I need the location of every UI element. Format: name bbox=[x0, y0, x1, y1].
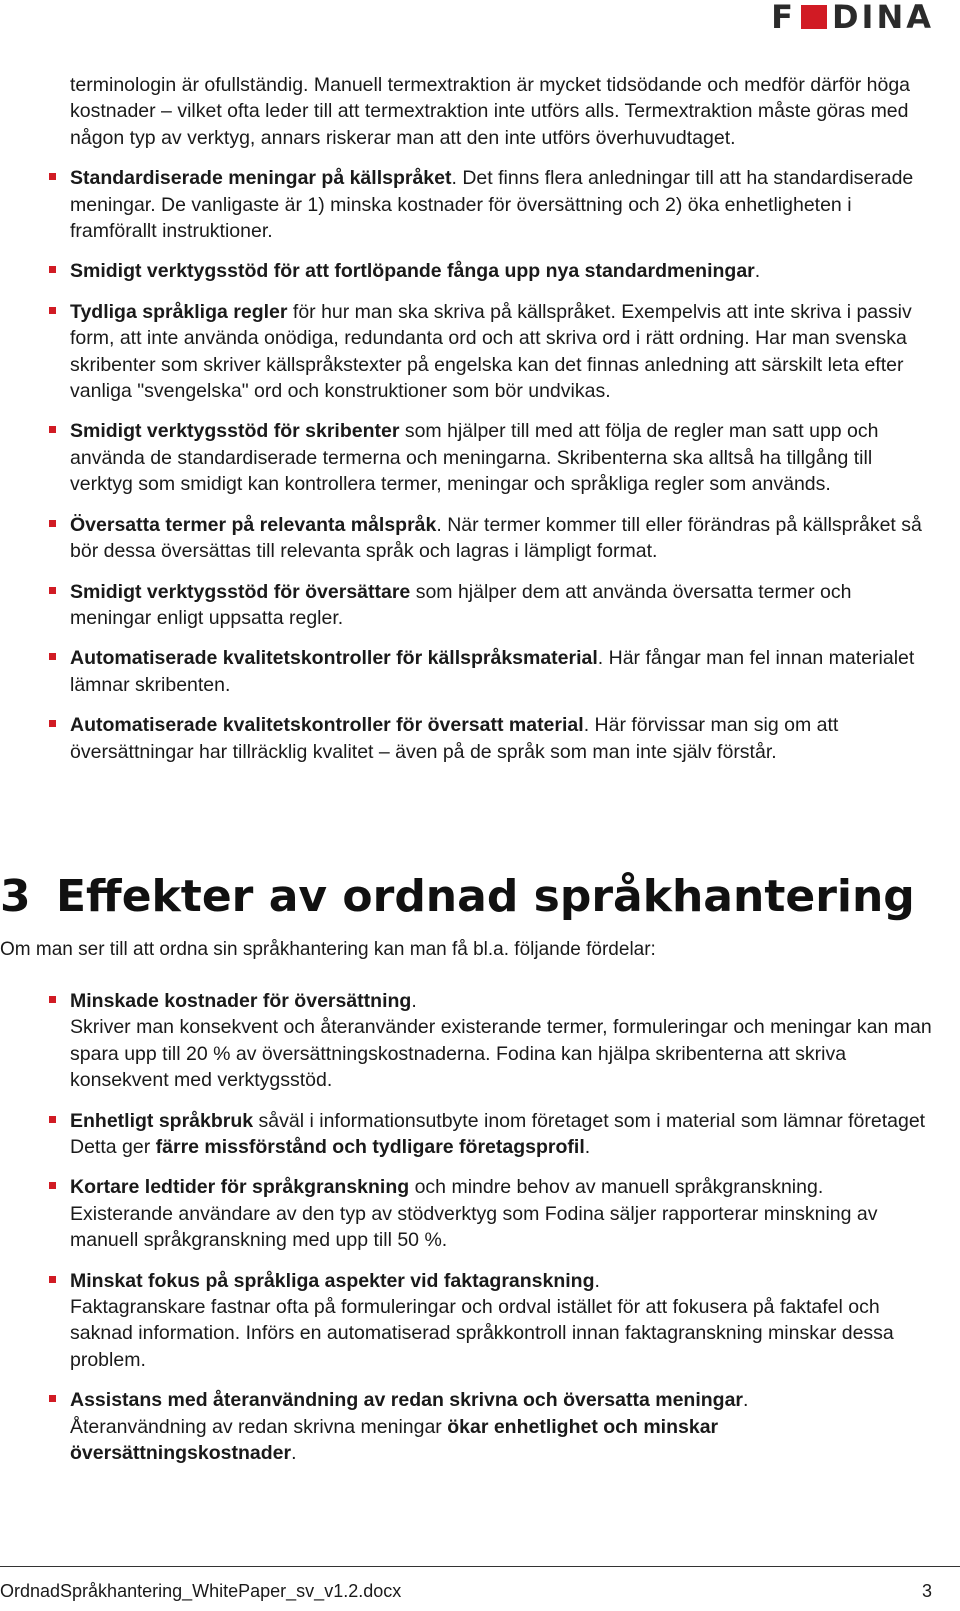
fodina-logo bbox=[771, 0, 934, 34]
requirements-list bbox=[70, 165, 938, 765]
logo-red-square bbox=[801, 5, 827, 29]
section-number: 3 bbox=[0, 871, 31, 922]
list-item bbox=[70, 1387, 938, 1466]
item-title: Minskat fokus på språkliga aspekter vid faktagranskning bbox=[70, 1269, 595, 1292]
item-title: Översatta termer på relevanta målspråk bbox=[70, 513, 437, 536]
list-item bbox=[70, 165, 938, 244]
list-item bbox=[70, 988, 938, 1094]
item-detail: Faktagranskare fastnar ofta på formuleringar och ordval istället för att fokusera på faktafel och saknad information. Införs en automatiserad språkkontroll innan faktagranskning minskar dessa problem. bbox=[70, 1296, 894, 1371]
body-content bbox=[70, 72, 938, 765]
list-item bbox=[70, 512, 938, 565]
item-title: Enhetligt språkbruk bbox=[70, 1109, 254, 1132]
item-title: Automatiserade kvalitetskontroller för källspråksmaterial bbox=[70, 647, 598, 670]
item-text: . bbox=[754, 260, 761, 283]
item-detail: Detta ger bbox=[70, 1136, 156, 1159]
item-detail: Existerande användare av den typ av stödverktyg som Fodina säljer rapporterar minskning av manuell språkgranskning med upp till 50 %. bbox=[70, 1202, 878, 1252]
section-title: Effekter av ordnad språkhantering bbox=[56, 871, 915, 922]
page-number: 3 bbox=[921, 1581, 932, 1601]
item-title: Automatiserade kvalitetskontroller för översatt material bbox=[70, 714, 584, 737]
item-title: Minskade kostnader för översättning bbox=[70, 990, 412, 1012]
item-title: Standardiserade meningar på källspråket bbox=[70, 167, 452, 190]
list-item bbox=[70, 418, 938, 497]
section-heading bbox=[0, 868, 915, 926]
item-detail-end: . bbox=[291, 1442, 297, 1465]
list-item bbox=[70, 712, 938, 765]
item-text: . bbox=[743, 1389, 749, 1412]
item-detail-end: . bbox=[584, 1136, 591, 1159]
item-text: . Här fångar man fel innan materialet lämnar skribenten. bbox=[70, 647, 915, 696]
item-detail-bold: färre missförstånd och tydligare företagsprofil bbox=[155, 1136, 585, 1159]
item-text: . När termer kommer till eller förändras på källspråket så bör dessa översättas till relevanta språk och lagras i lämpligt format. bbox=[70, 513, 922, 563]
logo-text-right: DINA bbox=[831, 0, 934, 36]
list-item bbox=[70, 1108, 938, 1161]
item-detail-bold: ökar enhetlighet och minskar översättningskostnader bbox=[70, 1415, 719, 1465]
item-text: som hjälper till med att följa de regler man satt upp och använda de standardiserade termerna och meningarna. Skribenterna ska alltså ha tillgång till verktyg som smidigt kan kontrollera termer, meningar och språkliga regler som används. bbox=[70, 420, 879, 496]
item-title: Smidigt verktygsstöd för skribenter bbox=[70, 420, 400, 443]
item-title: Smidigt verktygsstöd för att fortlöpande fånga upp nya standardmeningar bbox=[70, 260, 755, 283]
item-text: och mindre behov av manuell språkgranskning. bbox=[409, 1176, 824, 1199]
item-title: Kortare ledtider för språkgranskning bbox=[70, 1176, 410, 1199]
section-intro: Om man ser till att ordna sin språkhantering kan man få bl.a. följande fördelar: bbox=[0, 939, 656, 960]
item-text: såväl i informationsutbyte inom företaget som i material som lämnar företaget bbox=[253, 1109, 926, 1132]
item-text: . bbox=[411, 990, 417, 1012]
item-text: . Här förvissar man sig om att översättningar har tillräcklig kvalitet – även på de språk som man inte själv förstår. bbox=[70, 714, 839, 763]
item-text: för hur man ska skriva på källspråket. Exempelvis att inte skriva i passiv form, att inte använda onödiga, redundanta ord och att skriva ord i rätt ordning. Har man svenska skribenter som skriver källspråkstexter på engelska kan det finnas anledning att särskilt leta efter vanliga "svengelska" ord och konstruktioner som bör undvikas. bbox=[70, 300, 912, 403]
list-item bbox=[70, 258, 938, 284]
list-item bbox=[70, 1174, 938, 1253]
item-text: som hjälper dem att använda översatta termer och meningar enligt uppsatta regler. bbox=[70, 580, 852, 629]
item-detail: Skriver man konsekvent och återanvänder existerande termer, formuleringar och meningar kan man spara upp till 20 % av översättningskostnaderna. Fodina kan hjälpa skribenterna att skriva konsekvent med verktygsstöd. bbox=[70, 1016, 932, 1092]
item-text: . bbox=[594, 1269, 600, 1292]
item-detail: Återanvändning av redan skrivna meningar bbox=[70, 1415, 448, 1438]
list-item bbox=[70, 645, 938, 698]
intro-paragraph: terminologin är ofullständig. Manuell termextraktion är mycket tidsödande och medför därför höga kostnader – vilket ofta leder till att termextraktion inte utförs alls. Termextraktion måste göras med någon typ av verktyg, annars riskerar man att den inte utförs överhuvudtaget. bbox=[70, 74, 911, 149]
list-item bbox=[70, 299, 938, 405]
list-item bbox=[70, 1268, 938, 1374]
item-title: Smidigt verktygsstöd för översättare bbox=[70, 580, 411, 603]
page-footer bbox=[0, 1566, 960, 1611]
list-item bbox=[70, 579, 938, 632]
item-title: Assistans med återanvändning av redan skrivna och översatta meningar bbox=[70, 1389, 743, 1412]
logo-text-left: F bbox=[771, 0, 796, 36]
item-title: Tydliga språkliga regler bbox=[70, 300, 288, 323]
footer-filename: OrdnadSpråkhantering_WhitePaper_sv_v1.2.docx bbox=[0, 1581, 402, 1601]
item-text: . Det finns flera anledningar till att ha standardiserade meningar. De vanligaste är 1) minska kostnader för översättning och 2) öka enhetligheten i framförallt instruktioner. bbox=[70, 167, 914, 243]
benefits-list bbox=[70, 974, 938, 1467]
